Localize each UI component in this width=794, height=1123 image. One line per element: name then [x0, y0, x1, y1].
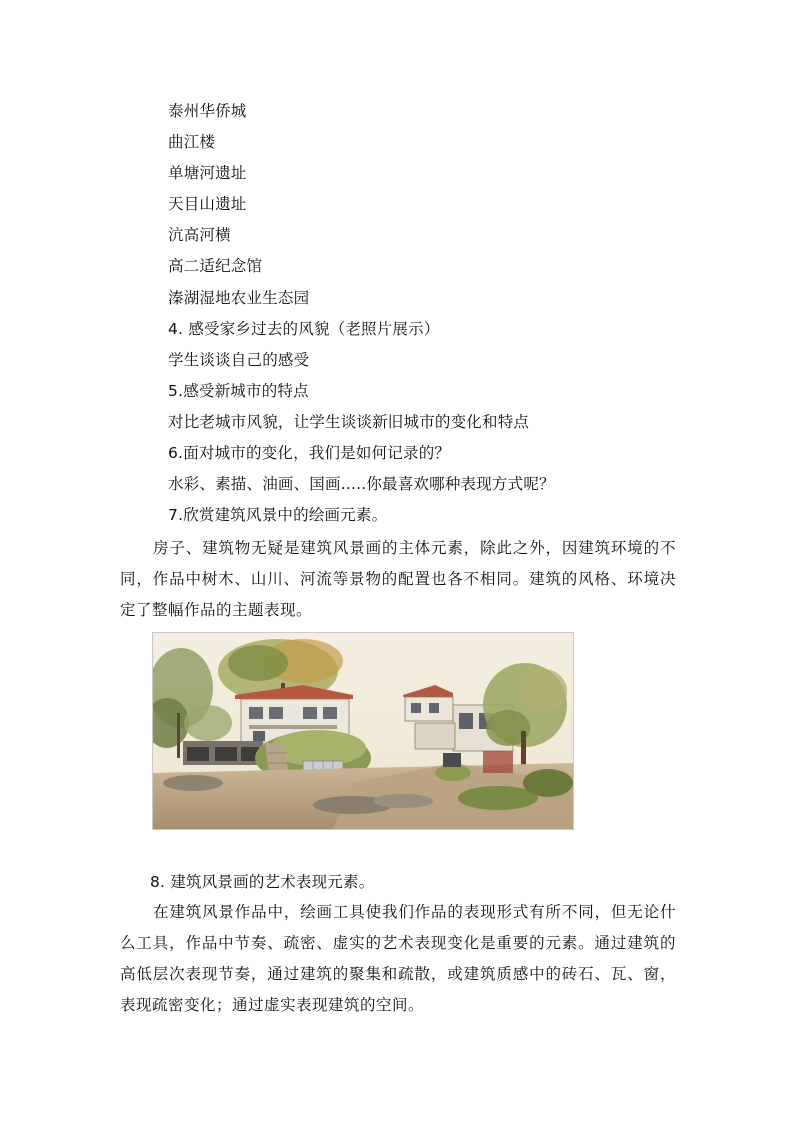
list-item-7: 溱湖湿地农业生态园	[168, 289, 310, 307]
section-8-heading: 8. 建筑风景画的艺术表现元素。	[150, 873, 375, 891]
section-6-body: 水彩、素描、油画、国画.....你最喜欢哪种表现方式呢？	[168, 475, 555, 493]
section-5-body: 对比老城市风貌，让学生谈谈新旧城市的变化和特点	[168, 413, 530, 431]
list-item-1: 泰州华侨城	[168, 102, 247, 120]
section-4-body: 学生谈谈自己的感受	[168, 351, 310, 369]
list-item-6: 高二适纪念馆	[168, 257, 263, 275]
section-7-heading: 7.欣赏建筑风景中的绘画元素。	[168, 506, 388, 524]
list-item-5: 沆高河横	[168, 226, 231, 244]
section-8-paragraph: 在建筑风景作品中，绘画工具使我们作品的表现形式有所不同，但无论什么工具，作品中节奏、疏密、虚实的艺术表现变化是重要的元素。通过建筑的高低层次表现节奏，通过建筑的聚集和疏散，或建筑质感中的砖石、瓦、窗，表现疏密变化；通过虚实表现建筑的空间。	[120, 903, 676, 1014]
section-5-heading: 5.感受新城市的特点	[168, 382, 309, 400]
list-item-3: 单塘河遗址	[168, 164, 247, 182]
section-6-heading: 6.面对城市的变化，我们是如何记录的？	[168, 444, 451, 462]
section-7-paragraph: 房子、建筑物无疑是建筑风景画的主体元素，除此之外，因建筑环境的不同，作品中树木、山川、河流等景物的配置也各不相同。建筑的风格、环境决定了整幅作品的主题表现。	[120, 539, 676, 619]
list-item-4: 天目山遗址	[168, 195, 247, 213]
architecture-watercolor-image	[152, 632, 574, 830]
section-4-heading: 4. 感受家乡过去的风貌（老照片展示）	[168, 320, 440, 338]
list-item-2: 曲江楼	[168, 133, 216, 151]
